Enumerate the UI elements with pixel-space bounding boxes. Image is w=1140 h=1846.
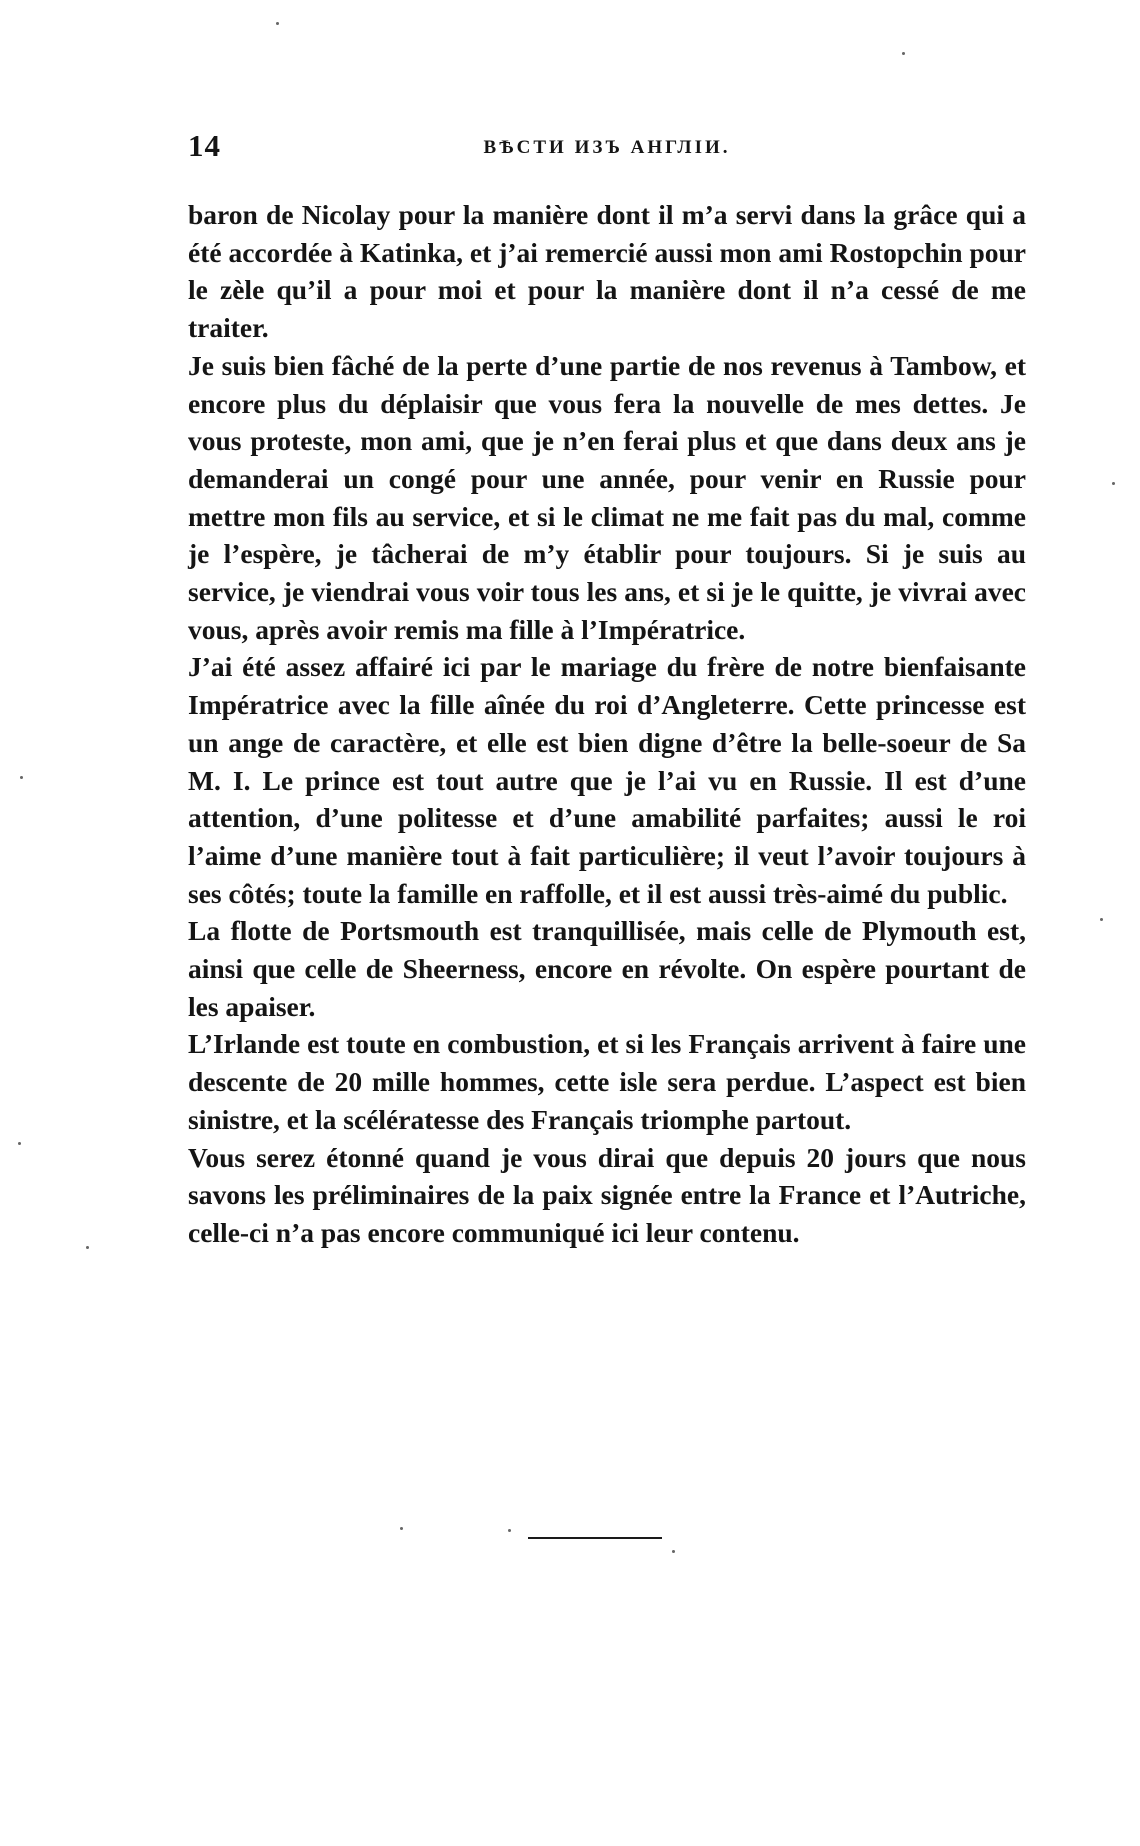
- end-rule-divider: [528, 1537, 662, 1539]
- scan-speck: [672, 1550, 675, 1553]
- paragraph-3: J’ai été assez affairé ici par le mariage du frère de notre bienfaisante Impératrice avec la fille aînée du roi d’Angleterre. Cette princesse est un ange de caractère, et elle est bien digne d’être la belle-soeur de Sa M. I. Le prince est tout autre que je l’ai vu en Russie. Il est d’une attention, d’une politesse et d’une amabilité parfaites; aussi le roi l’aime d’une manière tout à fait particulière; il veut l’avoir toujours à ses côtés; toute la famille en raffolle, et il est aussi très-aimé du public.: [188, 651, 1026, 909]
- page-header: [188, 128, 1026, 168]
- scan-speck: [276, 22, 279, 25]
- scan-speck: [20, 776, 23, 779]
- body-text: [188, 196, 1026, 1252]
- page-number: 14: [188, 128, 221, 163]
- running-head: ВѢСТИ ИЗЪ АНГЛІИ.: [483, 137, 731, 158]
- scan-speck: [86, 1246, 89, 1249]
- scan-speck: [400, 1527, 403, 1530]
- scan-speck: [508, 1529, 511, 1532]
- scan-speck: [902, 52, 905, 55]
- scan-speck: [1100, 918, 1103, 921]
- paragraph-4: La flotte de Portsmouth est tranquillisée, mais celle de Plymouth est, ainsi que celle de Sheerness, encore en révolte. On espère pourtant de les apaiser.: [188, 915, 1026, 1022]
- paragraph-6: Vous serez étonné quand je vous dirai que depuis 20 jours que nous savons les préliminaires de la paix signée entre la France et l’Autriche, celle-ci n’a pas encore communiqué ici leur contenu.: [188, 1141, 1026, 1248]
- scan-speck: [18, 1142, 21, 1145]
- paragraph-2: Je suis bien fâché de la perte d’une partie de nos revenus à Tambow, et encore plus du déplaisir que vous fera la nouvelle de mes dettes. Je vous proteste, mon ami, que je n’en ferai plus et que dans deux ans je demanderai un congé pour une année, pour venir en Russie pour mettre mon fils au service, et si le climat ne me fait pas du mal, comme je l’espère, je tâcherai de m’y établir pour toujours. Si je suis au service, je viendrai vous voir tous les ans, et si je le quitte, je vivrai avec vous, après avoir remis ma fille à l’Impératrice.: [188, 349, 1026, 645]
- scan-speck: [1112, 482, 1115, 485]
- paragraph-5: L’Irlande est toute en combustion, et si les Français arrivent à faire une descente de 20 mille hommes, cette isle sera perdue. L’aspect est bien sinistre, et la scélératesse des Français triomphe partout.: [188, 1028, 1026, 1135]
- paragraph-1: baron de Nicolay pour la manière dont il m’a servi dans la grâce qui a été accordée à Katinka, et j’ai remercié aussi mon ami Rostopchin pour le zèle qu’il a pour moi et pour la manière dont il n’a cessé de me traiter.: [188, 199, 1026, 344]
